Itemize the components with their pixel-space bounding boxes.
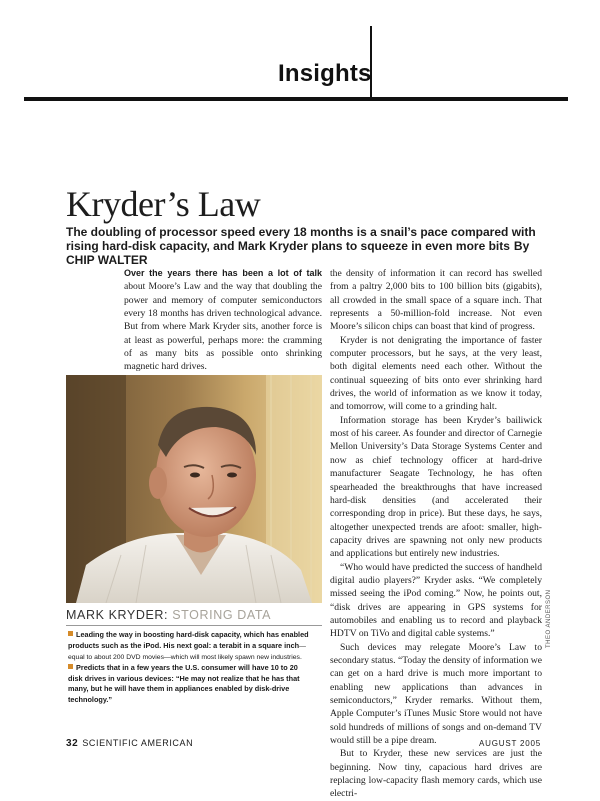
- caption-bullet-text: Leading the way in boosting hard-disk capacity, which has enabled products such as the iPod. His next goal: a terabit in a square inch: [68, 630, 309, 650]
- portrait-illustration: [66, 375, 322, 603]
- caption-bullet: [68, 630, 312, 664]
- body-paragraph: Such devices may relegate Moore’s Law to secondary status. “Today the density of information we can get on a hard drive is much more important to enabling new applications than advances in semiconductors,” Kryder remarks. Without them, Apple Computer’s iTunes Music Store would not have sold hundreds of millions of songs and on-demand TV would still be a pipe dream.: [330, 641, 542, 747]
- body-paragraph: the density of information it can record has swelled from a paltry 2,000 bits to 100 billion bits (gigabits), all crowded in the small space of a square inch. That represents a 50-million-fold increase. Not even Moore’s silicon chips can boast that kind of progress.: [330, 268, 542, 333]
- deck-text: The doubling of processor speed every 18 months is a snail’s pace compared with rising hard-disk capacity, and Mark Kryder plans to squeeze in even more bits: [66, 225, 536, 253]
- body-column-right: [330, 267, 542, 801]
- header-horizontal-rule: [24, 97, 568, 101]
- paragraph-text: about Moore’s Law and the way that doubling the power and memory of computer semiconductors every 18 months has driven technological advance. But from where Mark Kryder sits, another force is at least as powerful, perhaps more: the cramming of as many bits as possible onto shrinking magnetic hard drives.: [124, 281, 322, 373]
- caption-subtitle: STORING DATA: [172, 608, 272, 622]
- article-title: Kryder’s Law: [66, 184, 261, 224]
- caption-bullet: [68, 663, 312, 705]
- bullet-square-icon: [68, 664, 73, 669]
- byline: By CHIP WALTER: [66, 239, 530, 267]
- caption-rule: [66, 625, 322, 626]
- bullet-square-icon: [68, 631, 73, 636]
- body-paragraph: But to Kryder, these new services are just the beginning. Now tiny, capacious hard drives are replacing low-capacity flash memory cards, which use electri-: [330, 748, 542, 800]
- body-paragraph: [124, 267, 322, 374]
- body-paragraph: Information storage has been Kryder’s bailiwick most of his career. As founder and director of Carnegie Mellon University’s Data Storage Systems Center and now as chief technology officer at hard-drive manufacturer Seagate Technology, he has often spearheaded the breakthroughs that have increased hard-disk densities (and accelerated their corresponding drop in price). But these days, he says, altogether unexpected trends are afoot: smaller, high-capacity drives are spawning not only new products and applications but entirely new industries.: [330, 414, 542, 560]
- body-paragraph: “Who would have predicted the success of handheld digital audio players?” Kryder asks. “We completely missed seeing the iPod coming.” Now, he points out, “disk drives are appearing in GPS systems for automobiles and enabling us to record and playback HDTV on TiVo and digital cable systems.”: [330, 561, 542, 640]
- lead-in: Over the years there has been a lot of talk: [124, 268, 322, 278]
- photo-caption-title: [66, 608, 271, 622]
- article-deck: [66, 225, 552, 267]
- caption-name: MARK KRYDER:: [66, 608, 169, 622]
- caption-bullet-aside: —equal to about 200 DVD movies—which will most likely spawn new industries.: [68, 642, 306, 662]
- issue-date: AUGUST 2005: [479, 739, 542, 748]
- caption-bullet-text: Predicts that in a few years the U.S. consumer will have 10 to 20 disk drives in various devices: “He may not realize that he has that many, but he will have them in appliances enabled by disk-drive technology.”: [68, 663, 300, 704]
- magazine-name: SCIENTIFIC AMERICAN: [82, 738, 194, 748]
- body-paragraph: Kryder is not denigrating the importance of faster computer processors, but he says, at the very least, both digital elements need each other. Without the continual squeezing of bits onto ever shrinking hard drives, the world of information as we know it today, and tomorrow, will come to a grinding halt.: [330, 334, 542, 413]
- portrait-photo: [66, 375, 322, 603]
- photo-credit: THEO ANDERSON: [546, 589, 552, 648]
- page-number: 32: [66, 738, 79, 749]
- section-title: Insights: [278, 60, 372, 87]
- footer-left: [66, 738, 193, 749]
